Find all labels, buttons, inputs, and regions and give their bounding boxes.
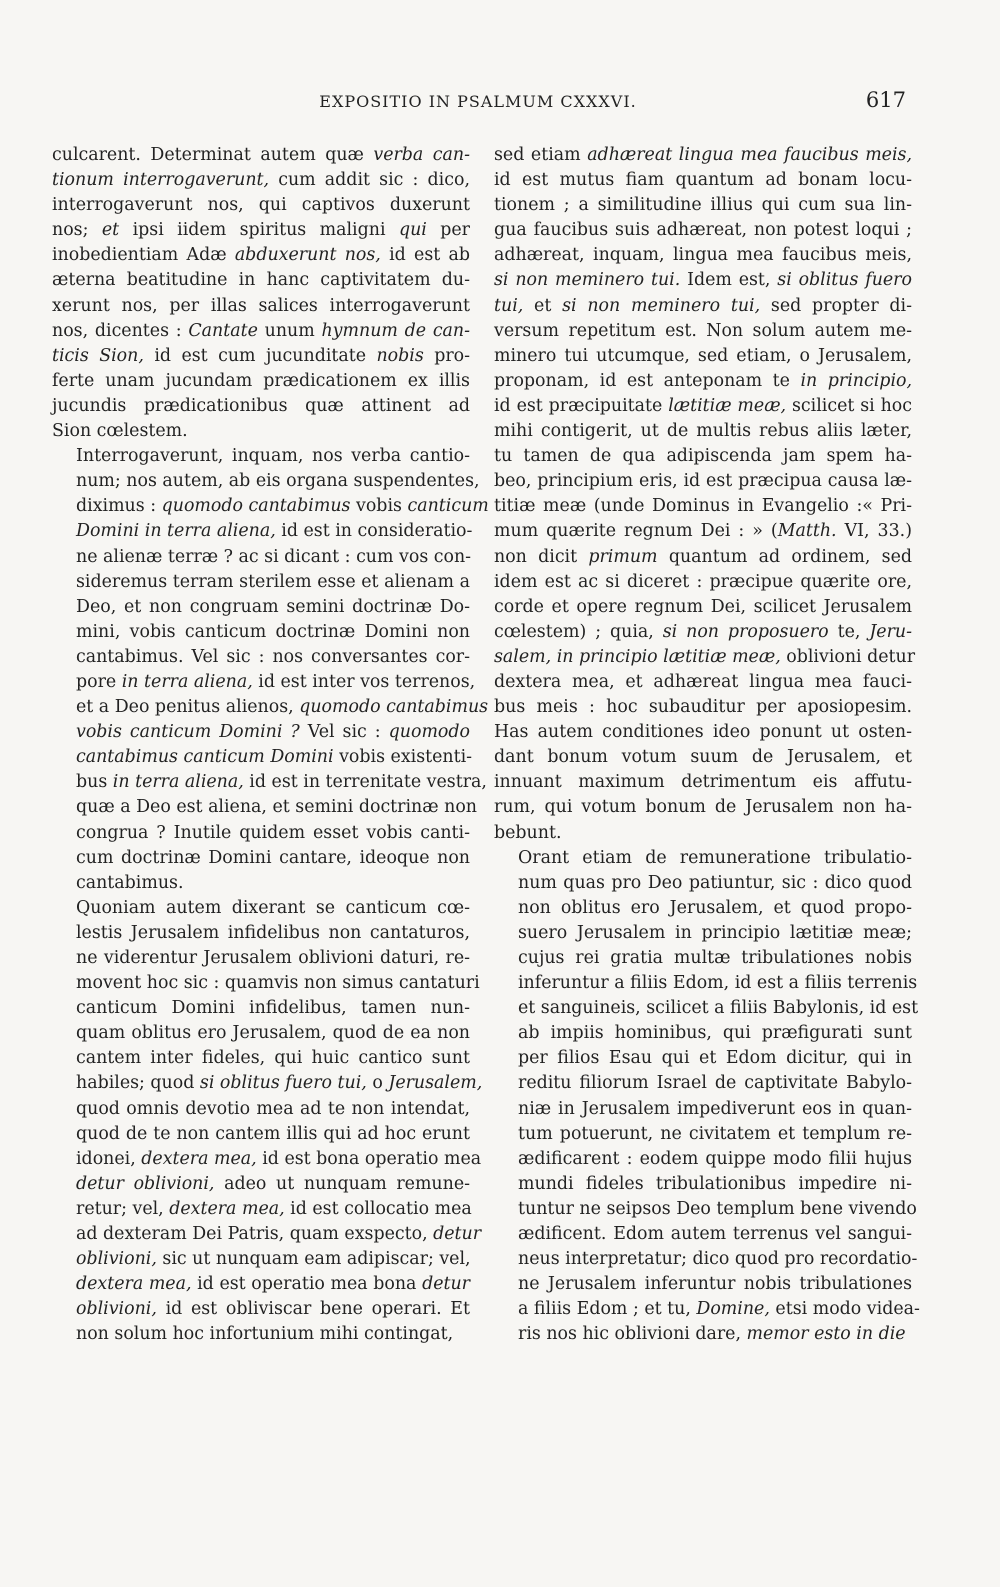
text-line [52,946,470,971]
text-line [494,745,912,770]
text-line [52,294,470,319]
paragraph [52,896,483,1348]
italic-phrase: detur [433,1224,482,1245]
text-segment: Interrogaverunt, inquam, nos verba cantio- [76,446,470,467]
text-line [494,1247,918,1272]
text-line [52,243,470,268]
italic-phrase: Jerusalem, [388,1073,483,1094]
italic-phrase: si non proposuero [662,621,829,642]
text-line [494,645,916,670]
text-segment: mini, vobis canticum doctrinæ Domini non [76,621,470,642]
text-segment: id est obliviscar bene operari. Et [156,1299,470,1320]
text-line [494,595,912,620]
text-segment: movent hoc sic : quamvis non simus cantaturi [76,973,480,994]
italic-phrase: nobis [376,345,424,366]
text-segment: lestis Jerusalem infidelibus non cantaturos, [76,922,470,943]
text-line [494,344,912,369]
text-segment: ferte unam jucundam prædicationem ex illis [52,370,470,391]
text-segment: tum potuerunt, ne civitatem et templum re- [518,1123,912,1144]
text-segment: retur; vel, [76,1198,170,1219]
text-line [52,846,470,871]
paragraph [52,444,489,896]
text-segment: nos; [52,220,102,241]
text-segment: id est bona operatio mea [256,1148,482,1169]
left-column [52,143,489,1348]
text-segment: xerunt nos, per illas salices interrogaverunt [52,295,470,316]
text-segment: idem est ac si diceret : præcipue quærite ore, [494,571,912,592]
text-line [494,419,912,444]
italic-phrase: Cantate [188,320,258,341]
text-line [52,168,470,193]
italic-phrase: si oblitus fuero tui, [199,1073,367,1094]
text-segment: quod de te non cantem illis qui ad hoc erunt [76,1123,470,1144]
text-line [52,394,470,419]
text-segment: unum [257,320,322,341]
text-segment: id est in consideratio- [275,521,473,542]
italic-phrase: verba can- [373,145,470,165]
text-segment: culcarent. Determinat autem quæ [52,145,374,165]
italic-phrase: abduxerunt nos, [234,245,381,266]
text-line [494,695,912,720]
italic-phrase: vobis canticum Domini ? [76,722,300,743]
text-line [52,1272,470,1297]
text-line [52,519,473,544]
text-line [494,444,912,469]
text-segment: ad dexteram Dei Patris, quam exspecto, [76,1224,434,1245]
italic-phrase: adhæreat lingua mea faucibus meis, [587,145,912,165]
italic-phrase: Domini in terra aliena, [76,521,276,542]
text-line [52,570,470,595]
text-segment: dant bonum votum suum de Jerusalem, et [494,747,912,768]
text-line [494,1046,912,1071]
text-line [52,695,489,720]
text-segment: Deo, et non congruam semini doctrinæ Do- [76,596,470,617]
text-segment: nos, dicentes : [52,320,189,341]
text-line [52,319,470,344]
italic-phrase: oblivioni, [76,1249,157,1270]
text-line [52,1247,470,1272]
italic-phrase: et [101,220,120,241]
text-line [494,570,912,595]
text-segment: bebunt. [494,822,562,843]
text-segment: id est ab [380,245,470,266]
text-segment: versum repetitum est. Non solum autem me- [494,320,912,341]
text-segment: neus interpretatur; dico quod pro recordatio- [518,1249,918,1270]
text-segment: et a Deo penitus alienos, [76,697,300,718]
italic-phrase: si oblitus fuero [777,270,912,291]
text-line [494,1197,917,1222]
text-segment: reditu filiorum Israel de captivitate Babylo- [518,1073,912,1094]
text-segment: id est præcipuitate [494,395,669,416]
text-line [52,971,480,996]
text-segment: a filiis Edom ; et tu, [518,1299,697,1320]
text-line [494,243,912,268]
text-segment: ædificent. Edom autem terrenus vel sangui- [518,1224,912,1245]
text-segment: cantabimus. Vel sic : nos conversantes cor- [76,646,470,667]
text-line [52,720,470,745]
text-line [52,1071,483,1096]
text-segment: habiles; quod [76,1073,200,1094]
text-segment: id est cum jucunditate [143,345,377,366]
text-segment: bus [76,772,113,793]
italic-phrase: lætitiæ meæ, [668,395,787,416]
text-segment: inobedientiam Adæ [52,245,235,266]
text-segment: non oblitus ero Jerusalem, et quod propo- [518,897,912,918]
text-segment: bus meis : hoc subauditur per aposiopesim. [494,697,912,718]
text-segment: Vel sic : [299,722,389,743]
italic-phrase: salem, in principio lætitiæ meæ, [494,646,781,667]
text-line [52,344,470,369]
italic-phrase: hymnum de can- [321,320,470,341]
text-line [52,670,476,695]
text-line [494,670,912,695]
text-segment: innuant maximum detrimentum eis affutu- [494,772,912,793]
italic-phrase: in principio, [800,370,913,391]
text-segment: inferuntur a filiis Edom, id est a filiis terrenis [518,973,918,994]
text-segment: congrua ? Inutile quidem esset vobis canti- [76,822,470,843]
text-line [494,469,912,494]
text-line [52,469,480,494]
text-line [494,821,912,846]
text-line [52,1222,482,1247]
text-line [494,1222,912,1247]
text-line [52,595,470,620]
italic-phrase: quomodo cantabimus [161,496,351,517]
text-line [52,996,470,1021]
text-line [494,620,912,645]
text-segment: quod omnis devotio mea ad te non intendat, [76,1098,470,1119]
text-segment: ne viderentur Jerusalem oblivioni daturi, re- [76,948,470,968]
text-segment: beo, principium eris, id est præcipua causa læ- [494,471,912,492]
text-line [52,1322,470,1347]
text-segment: diximus : [76,496,162,517]
text-segment: Idem est, [680,270,778,291]
paragraph [494,143,916,846]
text-segment: etsi modo videa- [769,1299,920,1320]
text-segment: et sanguineis, scilicet a filiis Babylonis, id est [518,998,919,1019]
text-segment: id est in terrenitate vestra, [243,772,487,793]
italic-phrase: cantabimus canticum Domini [76,747,334,768]
text-segment: sed propter di- [760,295,912,316]
text-segment: id est collocatio mea [284,1198,472,1219]
text-segment: ne alienæ terræ ? ac si dicant : cum vos con- [76,546,472,567]
text-line [494,294,912,319]
text-segment: proponam, id est anteponam te [494,370,801,391]
text-segment: idonei, [76,1148,142,1169]
italic-phrase: detur oblivioni, [76,1173,215,1194]
text-line [52,218,470,243]
text-segment: adhæreat, inquam, lingua mea faucibus meis, [494,245,912,266]
text-segment: suero Jerusalem in principio lætitiæ meæ; [518,922,912,943]
text-line [494,1172,912,1197]
text-segment: VI, 33.) [836,521,912,542]
text-segment: pro- [423,345,470,366]
text-segment: num quas pro Deo patiuntur, sic : dico quod [518,872,912,893]
text-line [494,494,912,519]
text-segment: titiæ meæ (unde Dominus in Evangelio :« Pri- [494,496,912,517]
text-line [494,168,912,193]
text-segment: gua faucibus suis adhæreat, non potest loqui ; [494,220,912,241]
text-segment: jucundis prædicationibus quæ attinent ad [52,395,470,416]
paragraph [52,143,470,444]
text-segment: minero tui utcumque, sed etiam, o Jerusalem, [494,345,912,366]
text-line [494,1122,912,1147]
text-line [494,770,912,795]
text-segment: vobis [350,496,408,517]
text-segment: cœlestem) ; quia, [494,621,663,642]
text-line [494,1322,912,1347]
text-line [52,1172,470,1197]
italic-phrase: in terra aliena, [121,671,253,692]
text-line [52,494,489,519]
italic-phrase: dextera mea, [76,1274,192,1295]
text-segment: cum addit sic : dico, [269,170,470,191]
text-segment: niæ in Jerusalem impediverunt eos in quan- [518,1098,912,1119]
italic-phrase: qui [398,220,427,241]
text-segment: id est operatio mea bona [191,1274,423,1295]
text-segment: cantabimus. [76,872,184,893]
italic-phrase: si non meminero tui, [562,295,761,316]
text-segment: Orant etiam de remuneratione tribulatio- [518,847,912,868]
text-segment: tionem ; a similitudine illius qui cum sua lin- [494,195,912,216]
text-segment: cum doctrinæ Domini cantare, ideoque non [76,847,470,868]
italic-phrase: Matth. [777,521,837,542]
italic-phrase: memor esto in die [746,1324,906,1345]
text-segment: mihi contigerit, ut de multis rebus aliis læter, [494,421,912,442]
text-segment: ab impiis hominibus, qui præfigurati sunt [518,1023,912,1044]
text-segment: ne Jerusalem inferuntur nobis tribulationes [518,1274,912,1295]
page-number: 617 [865,88,906,112]
text-line [52,896,470,921]
text-segment: adeo ut nunquam remune- [214,1173,471,1194]
italic-phrase: si non meminero tui. [494,270,681,291]
text-segment: cujus rei gratia multæ tribulationes nobis [518,948,912,968]
text-line [52,1046,470,1071]
right-column [494,143,920,1348]
text-segment: scilicet si hoc [786,395,913,416]
text-line [52,1147,482,1172]
text-segment: et [523,295,563,316]
text-segment: quam oblitus ero Jerusalem, quod de ea non [76,1023,470,1044]
text-line [52,268,470,293]
text-line [494,268,912,293]
text-line [494,319,912,344]
italic-phrase: canticum [407,496,489,517]
text-line [52,545,470,570]
text-segment: sideremus terram sterilem esse et alienam a [76,571,470,592]
text-line [52,1297,470,1322]
italic-phrase: primum [588,546,658,567]
text-segment: tu tamen de qua adipiscenda jam spem ha- [494,446,912,467]
text-segment: quantum ad ordinem, sed [657,546,912,567]
text-segment: ipsi iidem spiritus maligni [119,220,399,241]
text-segment: sed etiam [494,145,588,165]
italic-phrase: detur [422,1274,470,1295]
text-segment: per filios Esau qui et Edom dicitur, qui in [518,1048,912,1069]
text-segment: quæ a Deo est aliena, et semini doctrinæ non [76,797,477,818]
text-line [494,1272,912,1297]
text-segment: canticum Domini infidelibus, tamen nun- [76,998,470,1019]
text-line [52,620,470,645]
italic-phrase: tui, [494,295,524,316]
text-segment: num; nos autem, ab eis organa suspendentes, [76,471,480,492]
running-title: EXPOSITIO IN PSALMUM CXXXVI. [319,92,637,111]
text-segment: tuntur ne seipsos Deo templum bene vivendo [518,1198,917,1219]
text-line [494,996,919,1021]
text-line [52,1021,470,1046]
text-line [52,1122,470,1147]
text-line [494,1071,912,1096]
text-line [494,545,912,570]
text-line [52,1197,470,1222]
text-segment: rum, qui votum bonum de Jerusalem non ha- [494,797,912,818]
text-line [494,1021,912,1046]
text-segment: id est inter vos terrenos, [252,671,476,692]
text-line [494,795,912,820]
text-line [494,369,912,394]
text-line [52,1097,470,1122]
text-line [52,369,470,394]
text-line [52,645,470,670]
text-line [494,946,912,971]
text-segment: ris nos hic oblivioni dare, [518,1324,747,1345]
italic-phrase: dextera mea, [141,1148,257,1169]
text-line [52,871,470,896]
text-line [494,394,912,419]
text-line [52,419,470,444]
italic-phrase: quomodo cantabimus [299,697,489,718]
text-segment: per [426,220,470,241]
text-segment: mundi fideles tribulationibus impedire ni- [518,1173,912,1194]
italic-phrase: dextera mea, [169,1198,285,1219]
text-segment: pore [76,671,122,692]
text-segment: vobis existenti- [333,747,473,768]
text-line [494,218,912,243]
text-line [494,143,912,168]
text-line [494,896,912,921]
text-line [494,720,912,745]
text-segment: non solum hoc infortunium mihi contingat, [76,1324,454,1345]
text-line [52,821,470,846]
text-segment: interrogaverunt nos, qui captivos duxerunt [52,195,470,216]
text-line [52,143,470,168]
text-line [52,795,477,820]
italic-phrase: Jeru- [869,621,912,642]
text-segment: o [366,1073,389,1094]
text-segment: sic ut nunquam eam adipiscar; vel, [156,1249,471,1270]
text-segment: corde et opere regnum Dei, scilicet Jerusalem [494,596,912,617]
text-segment: oblivioni detur [780,646,916,667]
text-segment: ædificarent : eodem quippe modo filii hujus [518,1148,912,1169]
text-segment: dextera mea, et adhæreat lingua mea fauci- [494,671,912,692]
page-header [50,88,906,118]
text-segment: mum quærite regnum Dei : » ( [494,521,778,542]
text-segment: Sion cœlestem. [52,421,188,442]
text-segment: Has autem conditiones ideo ponunt ut osten- [494,722,912,743]
italic-phrase: in terra aliena, [112,772,244,793]
text-line [52,193,470,218]
italic-phrase: tionum interrogaverunt, [52,170,270,191]
text-segment: Quoniam autem dixerant se canticum cœ- [76,897,470,918]
italic-phrase: oblivioni, [76,1299,157,1320]
text-line [494,1147,912,1172]
text-line [494,971,918,996]
text-line [52,770,487,795]
text-line [52,444,470,469]
italic-phrase: Domine, [696,1299,770,1320]
italic-phrase: quomodo [388,722,471,743]
text-line [52,745,473,770]
italic-phrase: ticis Sion, [52,345,144,366]
text-line [494,871,912,896]
text-line [494,1097,912,1122]
text-segment: te, [828,621,870,642]
text-line [494,193,912,218]
text-line [52,921,470,946]
text-line [494,519,912,544]
text-segment: æterna beatitudine in hanc captivitatem du- [52,270,470,291]
text-line [494,1297,920,1322]
text-line [494,921,912,946]
text-line [494,846,912,871]
text-segment: cantem inter fideles, qui huic cantico sunt [76,1048,470,1069]
paragraph [494,846,920,1348]
text-segment: id est mutus fiam quantum ad bonam locu- [494,170,912,191]
text-segment: non dicit [494,546,589,567]
